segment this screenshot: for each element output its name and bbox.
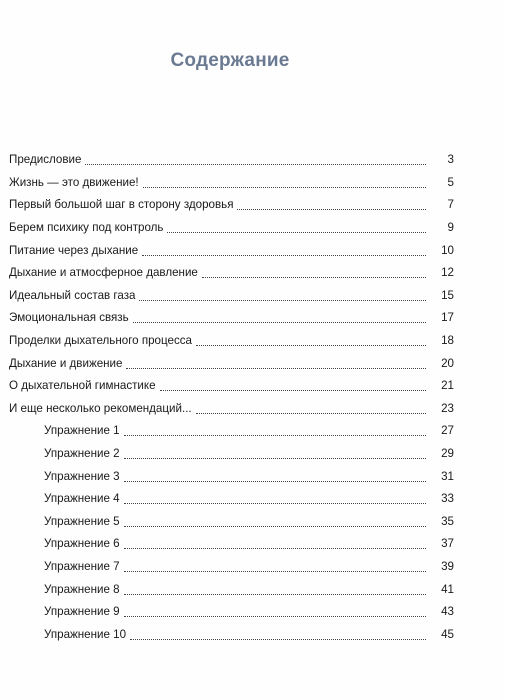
dot-leader xyxy=(202,276,426,278)
dot-leader xyxy=(124,480,426,482)
toc-entry-page-number: 15 xyxy=(441,288,454,302)
toc-entry xyxy=(0,352,505,375)
dot-leader xyxy=(124,434,426,436)
table-of-contents xyxy=(0,149,505,646)
toc-entry xyxy=(0,285,505,308)
dot-leader xyxy=(196,412,426,414)
toc-entry-page-number: 12 xyxy=(441,266,454,280)
toc-entry-title: Упражнение 10 xyxy=(44,627,127,641)
toc-entry-page-number: 39 xyxy=(441,559,454,573)
toc-entry-title: Берем психику под контроль xyxy=(9,221,164,235)
toc-entry-title: Предисловие xyxy=(9,153,82,167)
page-title: Содержание xyxy=(170,50,290,71)
toc-entry-page-number: 20 xyxy=(441,356,454,370)
dot-leader xyxy=(124,615,426,617)
toc-entry-title: Упражнение 9 xyxy=(44,605,120,619)
toc-entry-title: Упражнение 6 xyxy=(44,537,120,551)
dot-leader xyxy=(139,299,426,301)
toc-entry-title: Идеальный состав газа xyxy=(9,288,136,302)
toc-entry xyxy=(0,172,505,195)
toc-entry-title: Упражнение 1 xyxy=(44,424,120,438)
toc-entry-title: Эмоциональная связь xyxy=(9,311,129,325)
toc-entry-page-number: 18 xyxy=(441,334,454,348)
toc-entry xyxy=(0,578,505,601)
toc-entry-title: Упражнение 8 xyxy=(44,582,120,596)
toc-entry-page-number: 3 xyxy=(447,153,454,167)
dot-leader xyxy=(124,593,426,595)
dot-leader xyxy=(196,344,426,346)
toc-entry-page-number: 33 xyxy=(441,492,454,506)
dot-leader xyxy=(124,525,426,527)
toc-entry-title: Питание через дыхание xyxy=(9,243,139,257)
toc-entry-title: О дыхательной гимнастике xyxy=(9,379,156,393)
toc-entry-page-number: 17 xyxy=(441,311,454,325)
toc-entry xyxy=(0,307,505,330)
toc-entry-page-number: 9 xyxy=(447,221,454,235)
toc-entry xyxy=(0,533,505,556)
toc-entry xyxy=(0,149,505,172)
toc-entry-page-number: 35 xyxy=(441,514,454,528)
toc-entry-page-number: 23 xyxy=(441,401,454,415)
toc-entry-title: Упражнение 7 xyxy=(44,559,120,573)
toc-entry-title: Дыхание и движение xyxy=(9,356,123,370)
toc-entry-page-number: 29 xyxy=(441,447,454,461)
toc-entry xyxy=(0,465,505,488)
toc-entry-page-number: 21 xyxy=(441,379,454,393)
toc-entry xyxy=(0,556,505,579)
toc-entry xyxy=(0,398,505,421)
dot-leader xyxy=(124,570,426,572)
toc-entry-title: Дыхание и атмосферное давление xyxy=(9,266,198,280)
toc-entry-page-number: 43 xyxy=(441,605,454,619)
dot-leader xyxy=(167,231,426,233)
toc-entry-title: И еще несколько рекомендаций... xyxy=(9,401,192,415)
toc-entry-page-number: 41 xyxy=(441,582,454,596)
toc-entry-page-number: 45 xyxy=(441,627,454,641)
toc-entry-title: Первый большой шаг в сторону здоровья xyxy=(9,198,234,212)
dot-leader xyxy=(130,638,426,640)
dot-leader xyxy=(124,502,426,504)
toc-entry-page-number: 31 xyxy=(441,469,454,483)
toc-entry xyxy=(0,623,505,646)
toc-entry xyxy=(0,420,505,443)
dot-leader xyxy=(237,208,426,210)
dot-leader xyxy=(85,163,426,165)
toc-entry xyxy=(0,375,505,398)
dot-leader xyxy=(126,367,426,369)
toc-entry-title: Упражнение 2 xyxy=(44,447,120,461)
dot-leader xyxy=(133,321,426,323)
dot-leader xyxy=(142,254,426,256)
toc-entry-page-number: 37 xyxy=(441,537,454,551)
toc-entry-page-number: 27 xyxy=(441,424,454,438)
toc-entry-title: Упражнение 5 xyxy=(44,514,120,528)
toc-entry xyxy=(0,194,505,217)
toc-entry-page-number: 7 xyxy=(447,198,454,212)
toc-entry xyxy=(0,488,505,511)
toc-entry xyxy=(0,262,505,285)
toc-entry xyxy=(0,511,505,534)
dot-leader xyxy=(160,389,426,391)
toc-entry xyxy=(0,601,505,624)
dot-leader xyxy=(124,457,426,459)
toc-entry xyxy=(0,239,505,262)
toc-entry-page-number: 10 xyxy=(441,243,454,257)
toc-entry-title: Упражнение 4 xyxy=(44,492,120,506)
toc-entry xyxy=(0,330,505,353)
toc-entry-title: Жизнь — это движение! xyxy=(9,175,139,189)
toc-entry-title: Упражнение 3 xyxy=(44,469,120,483)
toc-entry-page-number: 5 xyxy=(447,175,454,189)
toc-entry xyxy=(0,443,505,466)
toc-entry xyxy=(0,217,505,240)
dot-leader xyxy=(143,186,426,188)
dot-leader xyxy=(124,547,426,549)
toc-entry-title: Проделки дыхательного процесса xyxy=(9,334,193,348)
